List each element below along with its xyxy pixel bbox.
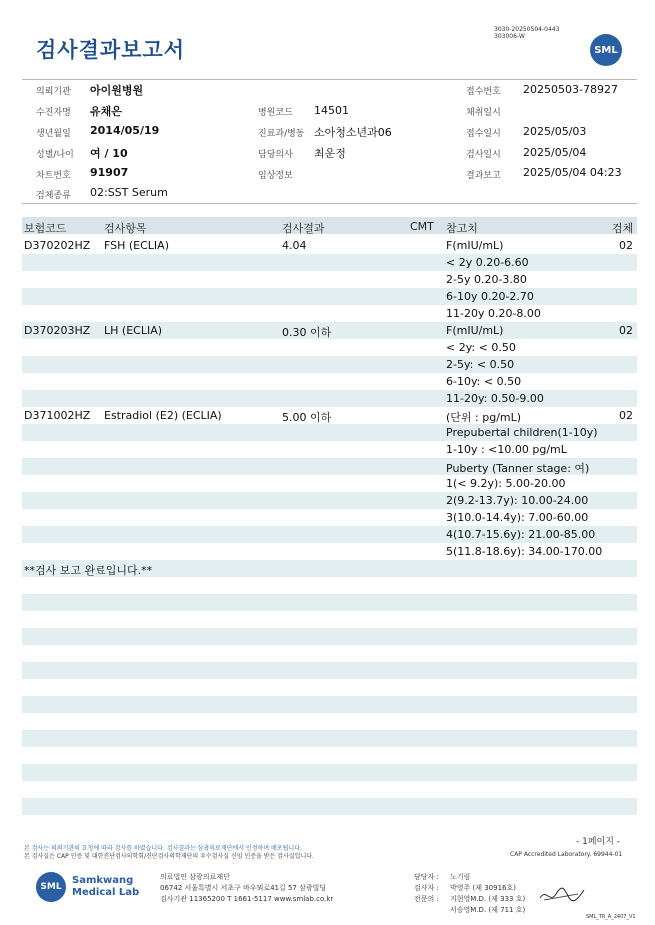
- table-row: [22, 475, 637, 492]
- cell-ref: 2-5y: < 0.50: [446, 358, 515, 371]
- footer-notice-2: 본 검사실은 CAP 인증 및 대한진단검사의학회/진단검사의학재단의 우수검사실 신임 인증을 받은 검사실입니다.: [24, 853, 314, 860]
- col-ref: 참고치: [446, 222, 478, 235]
- dept-label: 진료과/병동: [258, 129, 305, 139]
- cell-ref: Prepubertal children(1-10y): [446, 426, 598, 439]
- empty-table-row: [22, 730, 637, 747]
- cell-code: D371002HZ: [24, 409, 91, 422]
- cell-ref: Puberty (Tanner stage: 여): [446, 462, 590, 475]
- col-specimen: 검체: [612, 222, 634, 235]
- signature-image: [538, 884, 588, 906]
- cell-code: **검사 보고 완료입니다.**: [24, 564, 153, 577]
- sml-logo: SML: [590, 34, 622, 66]
- doctor-value: 최운정: [314, 147, 346, 160]
- dob-value: 2014/05/19: [90, 124, 160, 137]
- receipt-no-label: 접수번호: [466, 87, 501, 97]
- receipt-no-value: 20250503-78927: [523, 83, 618, 96]
- page-title: 검사결과보고서: [36, 38, 186, 62]
- cell-item: FSH (ECLIA): [104, 239, 169, 252]
- cell-specimen: 02: [619, 324, 633, 337]
- col-cmt: CMT: [410, 220, 434, 233]
- empty-table-row: [22, 662, 637, 679]
- table-row: [22, 373, 637, 390]
- dept-value: 소아청소년과06: [314, 126, 392, 139]
- clinical-label: 임상정보: [258, 171, 293, 181]
- header-top-line: [22, 79, 637, 80]
- empty-table-row: [22, 611, 637, 628]
- empty-table-row: [22, 781, 637, 798]
- table-row: [22, 492, 637, 509]
- empty-table-row: [22, 645, 637, 662]
- table-row: [22, 237, 637, 254]
- address: 06742 서울특별시 서초구 바우뫼로41길 57 삼광빌딩: [160, 884, 327, 892]
- empty-table-row: [22, 815, 637, 832]
- test-date-value: 2025/05/04: [523, 146, 587, 159]
- table-row: [22, 424, 637, 441]
- company-name: [72, 875, 139, 899]
- hospital-value: 아이원병원: [90, 84, 144, 97]
- cell-ref: 6-10y 0.20-2.70: [446, 290, 534, 303]
- manager-label: 담당자 :: [414, 873, 439, 881]
- contact-info: 검사기관 11365200 T 1661-5117 www.smlab.co.kr: [160, 895, 334, 903]
- cell-ref: 1(< 9.2y): 5.00-20.00: [446, 477, 566, 490]
- foundation-name: 의료법인 삼광의료재단: [160, 873, 230, 881]
- header-bottom-line: [22, 203, 637, 204]
- cell-ref: 3(10.0-14.4y): 7.00-60.00: [446, 511, 589, 524]
- table-row: [22, 509, 637, 526]
- cell-ref: (단위 : pg/mL): [446, 411, 522, 424]
- report-date-value: 2025/05/04 04:23: [523, 166, 622, 179]
- cell-result: 5.00 이하: [282, 411, 332, 424]
- cell-ref: 4(10.7-15.6y): 21.00-85.00: [446, 528, 596, 541]
- form-code: SML_TR_A_2407_V1: [586, 914, 636, 920]
- table-row: [22, 271, 637, 288]
- doctor-label: 담당의사: [258, 150, 293, 160]
- empty-table-row: [22, 594, 637, 611]
- report-date-label: 결과보고: [466, 171, 501, 181]
- table-row: [22, 356, 637, 373]
- specialist-1: 지현영M.D. (제 333 호): [450, 895, 526, 903]
- tester-value: 박영주 (제 30916호): [450, 884, 516, 892]
- table-row: [22, 441, 637, 458]
- table-row: [22, 305, 637, 322]
- table-row: [22, 322, 637, 339]
- col-item: 검사항목: [104, 222, 147, 235]
- chart-no-label: 차트번호: [36, 171, 71, 181]
- table-row: [22, 458, 637, 475]
- cell-item: Estradiol (E2) (ECLIA): [104, 409, 222, 422]
- cell-code: D370202HZ: [24, 239, 91, 252]
- specimen-label: 검체종류: [36, 191, 71, 201]
- manager-value: 노기림: [450, 873, 471, 881]
- cell-specimen: 02: [619, 239, 633, 252]
- cell-ref: 1-10y : <10.00 pg/mL: [446, 443, 567, 456]
- sex-age-label: 성별/나이: [36, 150, 74, 160]
- empty-table-row: [22, 577, 637, 594]
- tester-label: 검사자 :: [414, 884, 439, 892]
- hospital-code-value: 14501: [314, 104, 349, 117]
- cell-ref: < 2y: < 0.50: [446, 341, 516, 354]
- table-row: [22, 407, 637, 424]
- empty-table-row: [22, 696, 637, 713]
- empty-table-row: [22, 679, 637, 696]
- empty-table-row: [22, 747, 637, 764]
- hospital-label: 의뢰기관: [36, 87, 71, 97]
- collect-date-label: 채취일시: [466, 108, 501, 118]
- cell-ref: 5(11.8-18.6y): 34.00-170.00: [446, 545, 603, 558]
- cap-accreditation: CAP Accredited Laboratory. 69944-01: [510, 851, 623, 858]
- table-row: [22, 560, 637, 577]
- cell-code: D370203HZ: [24, 324, 91, 337]
- patient-value: 유채은: [90, 105, 122, 118]
- footer-notice-1: 본 검사는 의뢰기관의 요청에 따라 검사를 하였습니다. 검사결과는 삼광의료재단에서 인정하며 배포됩니다.: [24, 845, 302, 852]
- cell-ref: 6-10y: < 0.50: [446, 375, 522, 388]
- chart-no-value: 91907: [90, 166, 129, 179]
- empty-table-row: [22, 764, 637, 781]
- company-name-line-1: Samkwang: [72, 875, 134, 886]
- cell-ref: 2(9.2-13.7y): 10.00-24.00: [446, 494, 589, 507]
- cell-ref: < 2y 0.20-6.60: [446, 256, 529, 269]
- cell-specimen: 02: [619, 409, 633, 422]
- cell-ref: F(mIU/mL): [446, 324, 504, 337]
- cell-ref: 2-5y 0.20-3.80: [446, 273, 527, 286]
- company-name-line-2: Medical Lab: [72, 887, 140, 898]
- table-row: [22, 339, 637, 356]
- table-row: [22, 543, 637, 560]
- table-row: [22, 288, 637, 305]
- document-code-1: 3030-20250504-0443: [494, 26, 560, 33]
- document-code-2: 303006-W: [494, 33, 525, 40]
- empty-table-row: [22, 713, 637, 730]
- table-row: [22, 390, 637, 407]
- empty-table-row: [22, 798, 637, 815]
- cell-result: 0.30 이하: [282, 326, 332, 339]
- specialist-2: 서승영M.D. (제 711 호): [450, 906, 526, 914]
- document-code: [494, 26, 559, 40]
- hospital-code-label: 병원코드: [258, 108, 293, 118]
- receipt-date-value: 2025/05/03: [523, 125, 587, 138]
- col-result: 검사결과: [282, 222, 325, 235]
- cell-item: LH (ECLIA): [104, 324, 163, 337]
- cell-ref: 11-20y 0.20-8.00: [446, 307, 541, 320]
- specimen-value: 02:SST Serum: [90, 186, 168, 199]
- sex-age-value: 여 / 10: [90, 147, 128, 160]
- test-date-label: 검사일시: [466, 150, 501, 160]
- dob-label: 생년월일: [36, 129, 71, 139]
- cell-ref: F(mIU/mL): [446, 239, 504, 252]
- patient-label: 수진자명: [36, 108, 71, 118]
- page-indicator: - 1페이지 -: [576, 837, 621, 847]
- receipt-date-label: 접수일시: [466, 129, 501, 139]
- samkwang-logo-icon: SML: [36, 872, 66, 902]
- table-row: [22, 526, 637, 543]
- cell-ref: 11-20y: 0.50-9.00: [446, 392, 544, 405]
- specialist-label: 전문의 :: [414, 895, 439, 903]
- cell-result: 4.04: [282, 239, 307, 252]
- empty-table-row: [22, 628, 637, 645]
- table-row: [22, 254, 637, 271]
- results-table-header: [22, 217, 637, 234]
- col-code: 보험코드: [24, 222, 67, 235]
